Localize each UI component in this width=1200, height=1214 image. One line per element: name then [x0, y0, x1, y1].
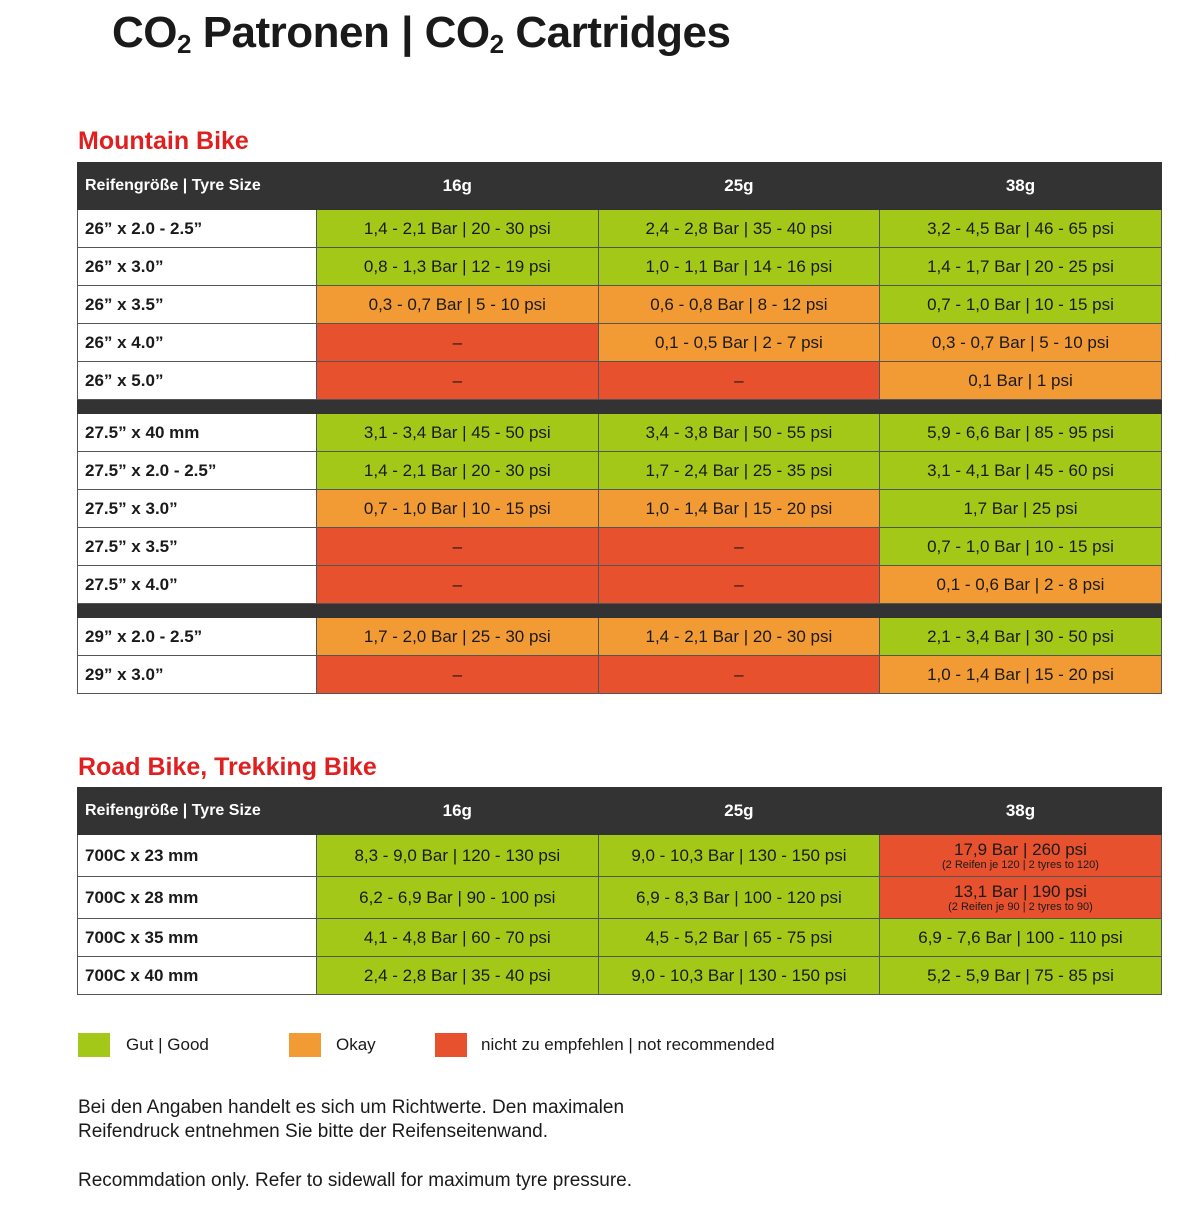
- pressure-cell-bad: [598, 656, 880, 694]
- pressure-value: 2,4 - 2,8 Bar | 35 - 40 psi: [363, 965, 551, 985]
- pressure-cell-good: [598, 877, 880, 919]
- pressure-cell-okay: [598, 286, 880, 324]
- pressure-value: –: [452, 370, 463, 390]
- column-header-25g: 25g: [598, 163, 880, 210]
- pressure-value: –: [452, 664, 463, 684]
- pressure-cell-good: [880, 248, 1162, 286]
- pressure-value: 0,8 - 1,3 Bar | 12 - 19 psi: [363, 256, 551, 276]
- pressure-value: –: [734, 574, 744, 594]
- pressure-cell-bad: [317, 362, 599, 400]
- column-header-25g: 25g: [598, 788, 880, 835]
- pressure-value: –: [452, 574, 463, 594]
- group-separator-bar: [78, 400, 1162, 414]
- group-separator: [78, 400, 1162, 414]
- pressure-value: 5,2 - 5,9 Bar | 75 - 85 psi: [927, 965, 1114, 985]
- pressure-value: 1,4 - 2,1 Bar | 20 - 30 psi: [645, 626, 833, 646]
- pressure-cell-good: [598, 248, 880, 286]
- column-header-tyre-size: Reifengröße | Tyre Size: [78, 788, 317, 835]
- table-row: [78, 618, 1162, 656]
- table-row: [78, 210, 1162, 248]
- tyre-size-cell: 700C x 40 mm: [78, 957, 317, 995]
- page-title: $CO_2$ Patronen | $CO_2$ Cartridges: [112, 8, 731, 59]
- group-separator-bar: [78, 604, 1162, 618]
- table-row: [78, 656, 1162, 694]
- pressure-cell-okay: [880, 324, 1162, 362]
- pressure-cell-bad: [598, 528, 880, 566]
- tyre-size-cell: 26” x 2.0 - 2.5”: [78, 210, 317, 248]
- table-row: [78, 957, 1162, 995]
- pressure-value: 1,4 - 2,1 Bar | 20 - 30 psi: [363, 218, 551, 238]
- group-separator: [78, 604, 1162, 618]
- table-row: [78, 248, 1162, 286]
- column-header-38g: 38g: [880, 163, 1162, 210]
- pressure-value: 3,2 - 4,5 Bar | 46 - 65 psi: [927, 218, 1114, 238]
- pressure-cell-good: [317, 957, 599, 995]
- pressure-value: 2,4 - 2,8 Bar | 35 - 40 psi: [645, 218, 833, 238]
- legend-label-bad: nicht zu empfehlen | not recommended: [481, 1035, 775, 1054]
- pressure-value: 6,9 - 8,3 Bar | 100 - 120 psi: [636, 887, 842, 907]
- road-bike-table: [77, 787, 1162, 995]
- pressure-cell-good: [317, 414, 599, 452]
- note-english: Recommdation only. Refer to sidewall for maximum tyre pressure.: [78, 1170, 633, 1191]
- pressure-cell-okay: [598, 490, 880, 528]
- pressure-value: –: [734, 370, 744, 390]
- pressure-cell-good: [317, 452, 599, 490]
- tyre-size-cell: 26” x 3.5”: [78, 286, 317, 324]
- pressure-value: 8,3 - 9,0 Bar | 120 - 130 psi: [354, 845, 561, 865]
- pressure-cell-good: [317, 835, 599, 877]
- pressure-value: –: [452, 332, 463, 352]
- table-row: [78, 286, 1162, 324]
- pressure-cell-bad: [598, 566, 880, 604]
- pressure-cell-good: [880, 452, 1162, 490]
- pressure-cell-good: [598, 210, 880, 248]
- pressure-cell-good: [598, 957, 880, 995]
- pressure-value: 6,2 - 6,9 Bar | 90 - 100 psi: [359, 887, 556, 907]
- table-row: [78, 324, 1162, 362]
- pressure-cell-good: [880, 618, 1162, 656]
- pressure-cell-bad: [317, 566, 599, 604]
- tyre-size-cell: 26” x 5.0”: [78, 362, 317, 400]
- pressure-value: 4,5 - 5,2 Bar | 65 - 75 psi: [645, 927, 833, 947]
- pressure-value: –: [734, 664, 744, 684]
- column-header-16g: 16g: [317, 163, 599, 210]
- table-row: [78, 919, 1162, 957]
- legend: [78, 1033, 1078, 1057]
- pressure-value: 17,9 Bar | 260 psi: [954, 839, 1087, 859]
- pressure-cell-okay: [317, 490, 599, 528]
- pressure-value: 0,3 - 0,7 Bar | 5 - 10 psi: [368, 294, 546, 314]
- tyre-size-cell: 700C x 28 mm: [78, 877, 317, 919]
- legend-swatch-okay: [289, 1033, 321, 1057]
- pressure-cell-okay: [880, 566, 1162, 604]
- pressure-value: –: [452, 536, 463, 556]
- pressure-value: 9,0 - 10,3 Bar | 130 - 150 psi: [631, 965, 847, 985]
- pressure-value: 0,7 - 1,0 Bar | 10 - 15 psi: [927, 294, 1114, 314]
- section-title-road-bike: Road Bike, Trekking Bike: [78, 753, 377, 781]
- pressure-cell-okay: [317, 286, 599, 324]
- note-german-line2: Reifendruck entnehmen Sie bitte der Reifenseitenwand.: [78, 1121, 549, 1142]
- pressure-value: 13,1 Bar | 190 psi: [954, 881, 1087, 901]
- pressure-cell-good: [880, 414, 1162, 452]
- tyre-size-cell: 26” x 4.0”: [78, 324, 317, 362]
- pressure-cell-bad: [317, 324, 599, 362]
- pressure-cell-okay: [880, 656, 1162, 694]
- tyre-size-cell: 26” x 3.0”: [78, 248, 317, 286]
- pressure-cell-bad: [880, 835, 1162, 877]
- pressure-cell-bad: [880, 877, 1162, 919]
- pressure-value: 0,1 - 0,5 Bar | 2 - 7 psi: [654, 332, 823, 352]
- table-row: [78, 835, 1162, 877]
- tyre-size-cell: 27.5” x 4.0”: [78, 566, 317, 604]
- column-header-tyre-size: Reifengröße | Tyre Size: [78, 163, 317, 210]
- pressure-value: 5,9 - 6,6 Bar | 85 - 95 psi: [927, 422, 1114, 442]
- pressure-cell-good: [317, 877, 599, 919]
- legend-label-good: Gut | Good: [126, 1035, 209, 1054]
- column-header-38g: 38g: [880, 788, 1162, 835]
- pressure-cell-bad: [317, 528, 599, 566]
- pressure-value: 0,1 - 0,6 Bar | 2 - 8 psi: [936, 574, 1105, 594]
- pressure-cell-okay: [317, 618, 599, 656]
- pressure-cell-good: [598, 452, 880, 490]
- legend-swatch-good: [78, 1033, 110, 1057]
- note-german: [78, 1096, 624, 1144]
- pressure-cell-good: [880, 286, 1162, 324]
- pressure-cell-good: [880, 490, 1162, 528]
- pressure-value: 0,3 - 0,7 Bar | 5 - 10 psi: [931, 332, 1110, 352]
- pressure-value: 3,1 - 3,4 Bar | 45 - 50 psi: [363, 422, 551, 442]
- pressure-value: 1,7 - 2,0 Bar | 25 - 30 psi: [363, 626, 551, 646]
- table-row: [78, 566, 1162, 604]
- pressure-cell-good: [880, 210, 1162, 248]
- legend-label-okay: Okay: [336, 1035, 376, 1054]
- note-german-line1: Bei den Angaben handelt es sich um Richtwerte. Den maximalen: [78, 1097, 625, 1118]
- pressure-cell-good: [598, 835, 880, 877]
- pressure-value: 1,7 Bar | 25 psi: [963, 498, 1078, 518]
- table-row: [78, 528, 1162, 566]
- pressure-value: 0,7 - 1,0 Bar | 10 - 15 psi: [363, 498, 551, 518]
- pressure-value: 1,4 - 1,7 Bar | 20 - 25 psi: [927, 256, 1114, 276]
- pressure-cell-good: [317, 919, 599, 957]
- table-row: [78, 362, 1162, 400]
- section-title-mountain-bike: Mountain Bike: [78, 127, 249, 155]
- pressure-cell-okay: [598, 618, 880, 656]
- pressure-note: (2 Reifen je 120 | 2 tyres to 120): [942, 858, 1099, 871]
- legend-swatch-bad: [435, 1033, 467, 1057]
- pressure-cell-okay: [880, 362, 1162, 400]
- table-row: [78, 490, 1162, 528]
- pressure-value: 0,1 Bar | 1 psi: [968, 370, 1073, 390]
- pressure-value: 0,6 - 0,8 Bar | 8 - 12 psi: [650, 294, 828, 314]
- pressure-value: 9,0 - 10,3 Bar | 130 - 150 psi: [631, 845, 847, 865]
- pressure-cell-good: [880, 957, 1162, 995]
- column-header-16g: 16g: [317, 788, 599, 835]
- mountain-bike-table: [77, 162, 1162, 694]
- pressure-note: (2 Reifen je 90 | 2 tyres to 90): [948, 900, 1093, 913]
- pressure-cell-good: [317, 248, 599, 286]
- tyre-size-cell: 29” x 3.0”: [78, 656, 317, 694]
- pressure-value: 1,0 - 1,4 Bar | 15 - 20 psi: [645, 498, 833, 518]
- tyre-size-cell: 27.5” x 40 mm: [78, 414, 317, 452]
- pressure-cell-good: [880, 919, 1162, 957]
- pressure-value: 6,9 - 7,6 Bar | 100 - 110 psi: [918, 927, 1123, 947]
- pressure-value: 4,1 - 4,8 Bar | 60 - 70 psi: [363, 927, 551, 947]
- pressure-value: 1,0 - 1,1 Bar | 14 - 16 psi: [645, 256, 833, 276]
- tyre-size-cell: 29” x 2.0 - 2.5”: [78, 618, 317, 656]
- tyre-size-cell: 27.5” x 3.0”: [78, 490, 317, 528]
- table-header-row: [78, 788, 1162, 835]
- pressure-value: 0,7 - 1,0 Bar | 10 - 15 psi: [927, 536, 1114, 556]
- pressure-cell-okay: [598, 324, 880, 362]
- pressure-cell-good: [598, 919, 880, 957]
- tyre-size-cell: 27.5” x 3.5”: [78, 528, 317, 566]
- pressure-cell-good: [317, 210, 599, 248]
- tyre-size-cell: 700C x 23 mm: [78, 835, 317, 877]
- pressure-value: 1,0 - 1,4 Bar | 15 - 20 psi: [927, 664, 1114, 684]
- pressure-cell-good: [880, 528, 1162, 566]
- table-header-row: [78, 163, 1162, 210]
- pressure-value: 1,4 - 2,1 Bar | 20 - 30 psi: [363, 460, 551, 480]
- pressure-value: 3,4 - 3,8 Bar | 50 - 55 psi: [645, 422, 833, 442]
- pressure-value: 3,1 - 4,1 Bar | 45 - 60 psi: [927, 460, 1114, 480]
- table-row: [78, 452, 1162, 490]
- table-row: [78, 877, 1162, 919]
- pressure-cell-bad: [317, 656, 599, 694]
- pressure-value: 1,7 - 2,4 Bar | 25 - 35 psi: [645, 460, 833, 480]
- pressure-value: 2,1 - 3,4 Bar | 30 - 50 psi: [927, 626, 1114, 646]
- pressure-cell-bad: [598, 362, 880, 400]
- pressure-value: –: [734, 536, 744, 556]
- table-row: [78, 414, 1162, 452]
- pressure-cell-good: [598, 414, 880, 452]
- tyre-size-cell: 700C x 35 mm: [78, 919, 317, 957]
- tyre-size-cell: 27.5” x 2.0 - 2.5”: [78, 452, 317, 490]
